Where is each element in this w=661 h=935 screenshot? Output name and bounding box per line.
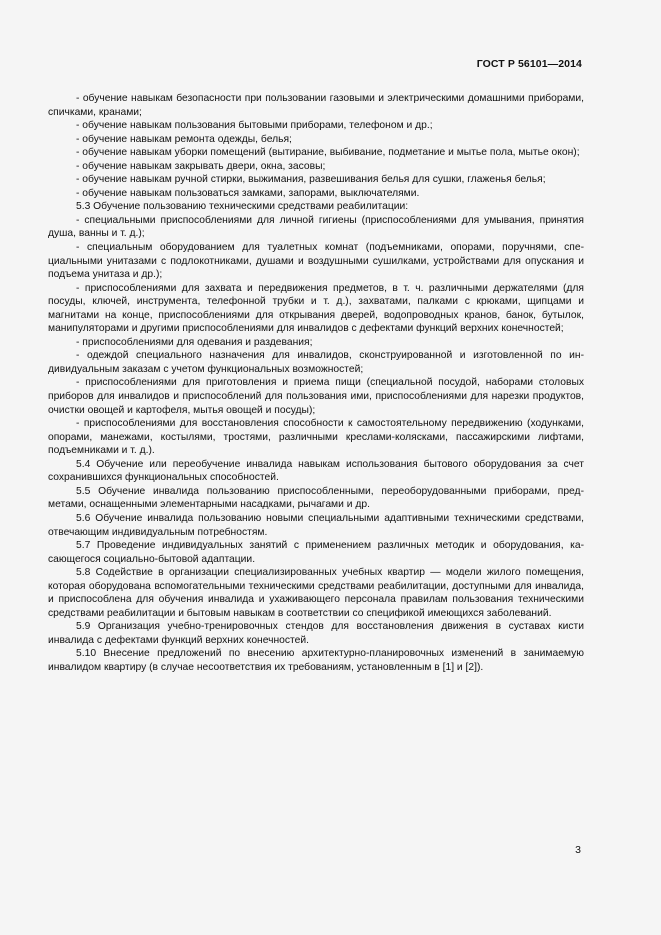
section-5-6: 5.6 Обучение инвалида пользованию новыми специальными адаптивными техническими средствами, отвечающим индивидуальным потребностям.: [48, 512, 584, 538]
section-5-9: 5.9 Организация учебно-тренировочных стендов для восстановления движения в суставах кисти инвалида с дефектами функций верхних конечностей.: [48, 621, 584, 646]
paragraph-15: - приспособлениями для восстановления способности к самостоятельному передвижению (ходунками, опорами, манежами, костылями, тростями, различными креслами-колясками, пассажирскими лифтами, подъемниками и т. д.).: [48, 418, 584, 457]
paragraph-14: - приспособлениями для приготовления и приема пищи (специальной посудой, наборами столовых приборов для инвалидов и приспособлений для пользования ими, приспособлениями для нарезки продуктов, очистки овощей и картофеля, мытья овощей и посуды);: [48, 377, 584, 416]
page-number: 3: [575, 844, 581, 856]
paragraph-10: - специальным оборудованием для туалетных комнат (подъемниками, опорами, поручнями, специальными унитазами с подлокотниками, душами и воздушными сушилками, устройствами для опускания и подъема унитаза и др.);: [48, 242, 584, 281]
paragraph-7: - обучение навыкам пользоваться замками, запорами, выключателями.: [76, 187, 420, 199]
paragraph-6: - обучение навыкам ручной стирки, выжимания, развешивания белья для сушки, глаженья белья;: [76, 174, 546, 186]
section-5-4: 5.4 Обучение или переобучение инвалида навыкам использования бытового оборудования за счет сохранившихся функциональных способностей.: [48, 458, 584, 484]
document-standard-number: ГОСТ Р 56101—2014: [476, 58, 582, 70]
section-5-3-heading: 5.3 Обучение пользованию техническими средствами реабилитации:: [76, 201, 409, 213]
section-5-10: 5.10 Внесение предложений по внесению архитектурно-планировочных изменений в занимаемую инвалидом квартиру (в случае несоответствия их требованиям, установленным в [1] и [2]).: [48, 648, 584, 673]
paragraph-5: - обучение навыкам закрывать двери, окна, засовы;: [76, 160, 326, 172]
paragraph-12: - приспособлениями для одевания и раздевания;: [76, 336, 313, 348]
paragraph-11: - приспособлениями для захвата и передвижения предметов, в т. ч. различными держателями (для посуды, ключей, инструмента, телефонной трубки и т. д.), захватами, палками с крюками, щипцами и магнитами на конце, приспособлениями для открывания дверей, водопроводных кранов, банок, бутылок, манипуляторами и другими приспособлениями для инвалидов с дефектами функций верхних конечностей;: [48, 282, 584, 335]
paragraph-2: - обучение навыкам пользования бытовыми приборами, телефоном и др.;: [76, 120, 433, 132]
section-5-8: 5.8 Содействие в организации специализированных учебных квартир — модели жилого помещения, которая оборудована вспомогательными техническими средствами реабилитации, доступными для инвалида, и приспособлена для обучения инвалида и ухаживающего персонала правилам пользования техническими средствами реабилитации и бытовым навыкам в соответствии со спецификой имеющихся заболеваний.: [48, 567, 584, 619]
section-5-5: 5.5 Обучение инвалида пользованию приспособленными, переоборудованными приборами, предметами, оснащенными элементарными насадками, рычагами и др.: [48, 485, 584, 511]
paragraph-3: - обучение навыкам ремонта одежды, белья;: [76, 133, 292, 145]
paragraph-9: - специальными приспособлениями для личной гигиены (приспособлениями для умывания, принятия душа, ванны и т. д.);: [48, 214, 584, 240]
paragraph-13: - одеждой специального назначения для инвалидов, сконструированной и изготовленной по индивидуальным заказам с учетом функциональных возможностей;: [48, 350, 584, 375]
section-5-7: 5.7 Проведение индивидуальных занятий с применением различных методик и оборудования, касающегося социально-бытовой адаптации.: [48, 540, 584, 565]
paragraph-1: - обучение навыкам безопасности при пользовании газовыми и электрическими домашними приборами, спичками, кранами;: [48, 93, 584, 118]
document-body: [48, 92, 584, 675]
paragraph-4: - обучение навыкам уборки помещений (вытирание, выбивание, подметание и мытье пола, мытье окон);: [76, 147, 580, 159]
